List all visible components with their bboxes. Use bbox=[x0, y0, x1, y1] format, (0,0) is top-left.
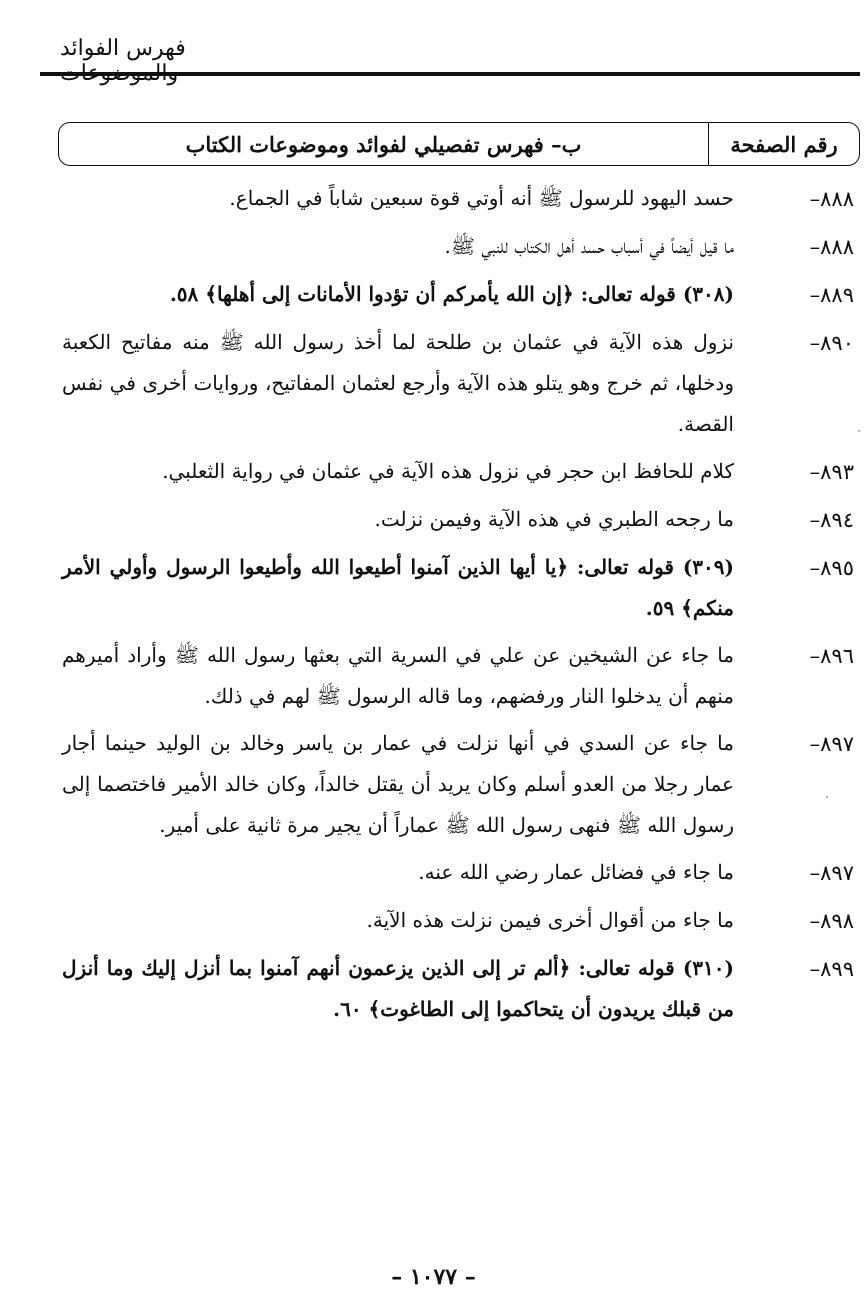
index-entry bbox=[62, 723, 854, 846]
index-entry bbox=[62, 274, 854, 316]
scan-speck bbox=[826, 796, 828, 798]
page-number: – ١٠٧٧ – bbox=[391, 1264, 476, 1290]
entry-description: ما جاء عن السدي في أنها نزلت في عمار بن ياسر وخالد بن الوليد حينما أجار عمار رجلا من العدو أسلم وكان يريد أن يقتل خالداً، وكان خالد الأمير فاختصما إلى رسول الله ﷺ فنهى رسول الله ﷺ عماراً أن يجير مرة ثانية على أمير. bbox=[62, 731, 734, 837]
index-entry bbox=[62, 852, 854, 894]
index-title-column-header: ب– فهرس تفصيلي لفوائد وموضوعات الكتاب bbox=[185, 131, 582, 157]
entry-description: (٣٠٩) قوله تعالى: ﴿يا أيها الذين آمنوا أطيعوا الله وأطيعوا الرسول وأولي الأمر منكم﴾ ٥٩. bbox=[62, 555, 734, 620]
index-entry bbox=[62, 226, 854, 268]
entry-description: ما جاء من أقوال أخرى فيمن نزلت هذه الآية. bbox=[366, 908, 734, 932]
index-entry bbox=[62, 451, 854, 493]
index-entry bbox=[62, 635, 854, 717]
index-entry bbox=[62, 322, 854, 445]
entry-page-number: ٨٩٨– bbox=[809, 909, 854, 933]
entry-page-number: ٨٩٥– bbox=[809, 556, 854, 580]
index-table-header bbox=[58, 122, 860, 166]
entry-page-number: ٨٨٨– bbox=[809, 235, 854, 259]
index-entry bbox=[62, 499, 854, 541]
entry-page-number: ٨٩٧– bbox=[809, 861, 854, 885]
entry-description: ما جاء عن الشيخين عن علي في السرية التي بعثها رسول الله ﷺ وأراد أميرهم منهم أن يدخلوا النار ورفضهم، وما قاله الرسول ﷺ لهم في ذلك. bbox=[62, 643, 734, 708]
entry-page-number: ٨٩٩– bbox=[809, 957, 854, 981]
entry-description: ما جاء في فضائل عمار رضي الله عنه. bbox=[418, 860, 734, 884]
entry-description: كلام للحافظ ابن حجر في نزول هذه الآية في عثمان في رواية الثعلبي. bbox=[162, 459, 734, 483]
index-entry bbox=[62, 547, 854, 629]
entry-page-number: ٨٩٠– bbox=[809, 331, 854, 355]
entry-page-number: ٨٩٦– bbox=[809, 644, 854, 668]
entry-description: نزول هذه الآية في عثمان بن طلحة لما أخذ رسول الله ﷺ منه مفاتيح الكعبة ودخلها، ثم خرج وهو يتلو هذه الآية وأرجع لعثمان المفاتيح، وروايات أخرى في نفس القصة. bbox=[62, 330, 734, 436]
index-entry bbox=[62, 178, 854, 220]
index-entries bbox=[62, 178, 854, 1036]
entry-page-number: ٨٩٧– bbox=[809, 732, 854, 756]
entry-description: ما رجحه الطبري في هذه الآية وفيمن نزلت. bbox=[374, 507, 734, 531]
entry-page-number: ٨٩٤– bbox=[809, 508, 854, 532]
running-head: فهرس الفوائد والموضوعات bbox=[60, 36, 186, 86]
index-entry bbox=[62, 948, 854, 1030]
scan-speck bbox=[858, 430, 860, 432]
entry-page-number: ٨٨٨– bbox=[809, 187, 854, 211]
header-rule bbox=[40, 72, 860, 76]
index-entry bbox=[62, 900, 854, 942]
entry-page-number: ٨٩٣– bbox=[809, 460, 854, 484]
entry-description: (٣٠٨) قوله تعالى: ﴿إن الله يأمركم أن تؤدوا الأمانات إلى أهلها﴾ ٥٨. bbox=[169, 282, 734, 306]
entry-description: ما قيل أيضاً في أسباب حسد أهل الكتاب للنبي ﷺ. bbox=[444, 234, 734, 258]
page-number-column-header: رقم الصفحة bbox=[708, 123, 859, 165]
entry-description: (٣١٠) قوله تعالى: ﴿ألم تر إلى الذين يزعمون أنهم آمنوا بما أنزل إليك وما أنزل من قبلك يريدون أن يتحاكموا إلى الطاغوت﴾ ٦٠. bbox=[62, 956, 734, 1021]
entry-page-number: ٨٨٩– bbox=[809, 283, 854, 307]
entry-description: حسد اليهود للرسول ﷺ أنه أوتي قوة سبعين شاباً في الجماع. bbox=[229, 186, 734, 210]
